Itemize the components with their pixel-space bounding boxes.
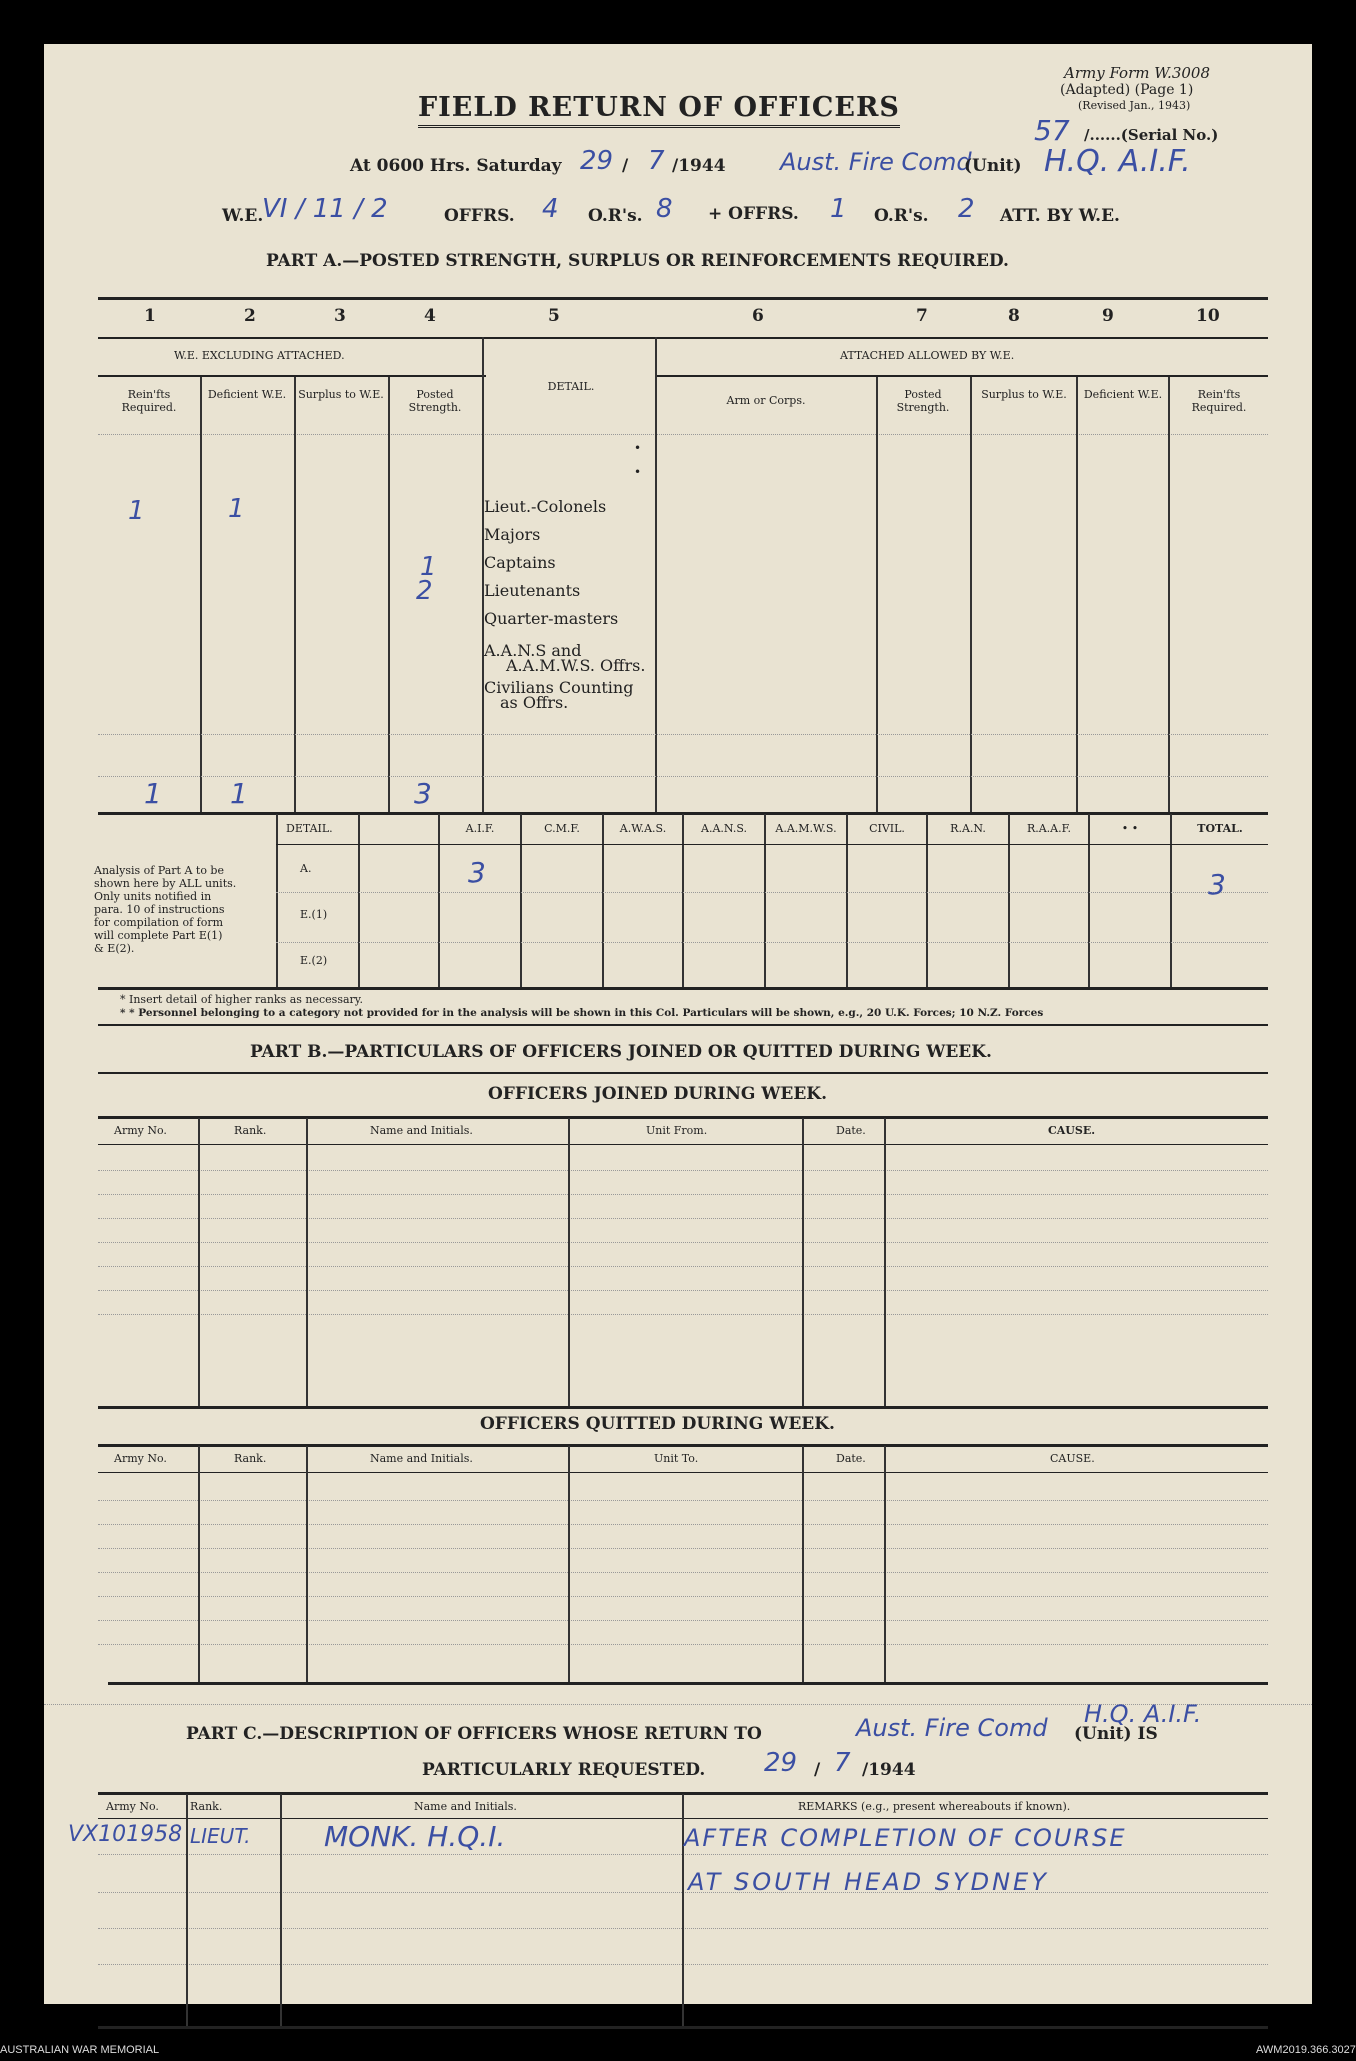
col-number-5: 5 — [548, 306, 560, 326]
form-revised: (Revised Jan., 1943) — [1078, 99, 1191, 112]
right-col-deficient: Deficient W.E. — [1083, 388, 1163, 401]
note-higher-ranks: * Insert detail of higher ranks as necessary. — [120, 993, 364, 1006]
part-c-rank: LIEUT. — [190, 1824, 251, 1848]
part-c-requested: PARTICULARLY REQUESTED. — [422, 1760, 706, 1780]
date-month: 7 — [648, 146, 665, 176]
col-number-10: 10 — [1196, 306, 1220, 326]
analysis-col-raaf: R.A.A.F. — [1026, 822, 1072, 835]
rank-aamws: A.A.M.W.S. Offrs. — [506, 656, 646, 675]
footer-left: AUSTRALIAN WAR MEMORIAL — [0, 2044, 160, 2056]
part-c-req-day: 29 — [764, 1748, 798, 1778]
left-col-posted: Posted Strength. — [408, 388, 462, 414]
joined-col-rank: Rank. — [234, 1124, 267, 1137]
hw-reinf-lt-col: 1 — [128, 496, 145, 526]
page-title: FIELD RETURN OF OFFICERS — [418, 92, 900, 128]
date-sep-1: / — [622, 156, 629, 176]
ors-label: O.R's. — [588, 206, 643, 226]
right-col-surplus: Surplus to W.E. — [981, 388, 1067, 401]
plus-offrs-label: + OFFRS. — [708, 204, 799, 224]
joined-col-unit-from: Unit From. — [646, 1124, 708, 1137]
rank-captains: Captains — [484, 553, 556, 572]
analysis-total-value: 3 — [1208, 868, 1226, 901]
analysis-row-a: A. — [300, 862, 312, 875]
analysis-row-e2: E.(2) — [300, 954, 328, 967]
part-c-col-rank: Rank. — [190, 1800, 223, 1813]
right-col-posted: Posted Strength. — [896, 388, 950, 414]
joined-col-cause: CAUSE. — [1048, 1124, 1096, 1137]
footer-right: AWM2019.366.3027 — [1256, 2044, 1356, 2056]
rank-lieutenants: Lieutenants — [484, 581, 581, 600]
part-a-title: PART A.—POSTED STRENGTH, SURPLUS OR REINFORCEMENTS REQUIRED. — [266, 251, 1009, 271]
quitted-col-unit-to: Unit To. — [654, 1452, 699, 1465]
part-c-req-year: /1944 — [862, 1760, 916, 1780]
rank-aans: A.A.N.S and — [484, 641, 582, 660]
attached-allowed-header: ATTACHED ALLOWED BY W.E. — [840, 349, 1015, 362]
analysis-row-e1: E.(1) — [300, 908, 328, 921]
we-label: W.E. — [222, 206, 264, 226]
part-c-name: MONK. H.Q.I. — [324, 1820, 506, 1853]
joined-col-date: Date. — [836, 1124, 866, 1137]
analysis-col-civil: CIVIL. — [869, 822, 905, 835]
hw-deficient-lt-col: 1 — [228, 494, 245, 524]
part-c-unit-value: Aust. Fire Comd — [856, 1714, 1048, 1742]
col-number-7: 7 — [916, 306, 928, 326]
hw-posted-lieutenants: 2 — [416, 576, 433, 606]
hw-posted-captains: 1 — [420, 552, 437, 582]
part-c-col-name: Name and Initials. — [414, 1800, 517, 1813]
analysis-aif-value: 3 — [468, 856, 486, 889]
offrs-value: 4 — [542, 194, 559, 224]
ors-value: 8 — [656, 194, 673, 224]
quitted-col-army-no: Army No. — [114, 1452, 167, 1465]
form-page — [44, 44, 1312, 2004]
time-label: At 0600 Hrs. Saturday — [350, 156, 562, 176]
col-number-6: 6 — [752, 306, 764, 326]
form-id: Army Form W.3008 — [1064, 64, 1210, 82]
total-reinf: 1 — [144, 777, 162, 810]
left-col-surplus: Surplus to W.E. — [298, 388, 384, 401]
left-col-reinf: Rein'fts Required. — [121, 388, 177, 414]
quitted-col-name: Name and Initials. — [370, 1452, 473, 1465]
rank-civilians: Civilians Counting — [484, 678, 634, 697]
col-number-3: 3 — [334, 306, 346, 326]
part-c-col-army-no: Army No. — [106, 1800, 159, 1813]
part-c-col-remarks: REMARKS (e.g., present whereabouts if known). — [798, 1800, 1071, 1813]
part-c-unit-hq: H.Q. A.I.F. — [1084, 1700, 1202, 1728]
total-posted: 3 — [414, 777, 432, 810]
col-number-1: 1 — [144, 306, 156, 326]
serial-label: /......(Serial No.) — [1084, 126, 1219, 144]
higher-rank-dots: • • — [634, 441, 642, 479]
quitted-col-cause: CAUSE. — [1050, 1452, 1095, 1465]
ors2-label: O.R's. — [874, 206, 929, 226]
part-c-remarks-2: AT SOUTH HEAD SYDNEY — [688, 1868, 1049, 1896]
analysis-col-aif: A.I.F. — [465, 822, 495, 835]
we-value: VI / 11 / 2 — [262, 194, 388, 224]
analysis-note: Analysis of Part A to be shown here by ALL units. Only units notified in para. 10 of instructions for compilation of form will complete Part E(1) & E(2). — [94, 864, 237, 955]
part-c-army-no: VX101958 — [68, 1822, 183, 1847]
we-excluding-header: W.E. EXCLUDING ATTACHED. — [174, 349, 345, 362]
quitted-title: OFFICERS QUITTED DURING WEEK. — [480, 1414, 835, 1434]
unit-label: (Unit) — [964, 156, 1022, 176]
note-personnel: * * Personnel belonging to a category not provided for in the analysis will be shown in this Col. Particulars will be shown, e.g., 20 U.K. Forces; 10 N.Z. Forces — [120, 1007, 1044, 1019]
quitted-col-rank: Rank. — [234, 1452, 267, 1465]
part-b-title: PART B.—PARTICULARS OF OFFICERS JOINED OR QUITTED DURING WEEK. — [250, 1042, 992, 1062]
joined-col-army-no: Army No. — [114, 1124, 167, 1137]
plus-offrs-value: 1 — [830, 194, 847, 224]
left-col-deficient: Deficient W.E. — [207, 388, 287, 401]
rank-majors: Majors — [484, 525, 541, 544]
serial-value: 57 — [1034, 114, 1070, 147]
part-c-title: PART C.—DESCRIPTION OF OFFICERS WHOSE RETURN TO — [186, 1724, 762, 1744]
quitted-col-date: Date. — [836, 1452, 866, 1465]
part-c-req-sep: / — [814, 1760, 821, 1780]
detail-header: DETAIL. — [547, 380, 595, 393]
analysis-col-ran: R.A.N. — [950, 822, 986, 835]
right-col-reinf: Rein'fts Required. — [1191, 388, 1247, 414]
col-number-2: 2 — [244, 306, 256, 326]
att-label: ATT. BY W.E. — [1000, 206, 1120, 226]
analysis-col-other: • • — [1121, 822, 1139, 835]
analysis-col-total: TOTAL. — [1197, 822, 1243, 835]
col-number-4: 4 — [424, 306, 436, 326]
unit-hq: H.Q. A.I.F. — [1044, 144, 1191, 179]
part-c-unit-label: (Unit) IS — [1074, 1724, 1158, 1744]
analysis-detail-header: DETAIL. — [286, 822, 333, 835]
analysis-col-awas: A.W.A.S. — [619, 822, 667, 835]
col-number-8: 8 — [1008, 306, 1020, 326]
col-number-9: 9 — [1102, 306, 1114, 326]
joined-col-name: Name and Initials. — [370, 1124, 473, 1137]
analysis-col-aamws: A.A.M.W.S. — [775, 822, 837, 835]
right-col-arm: Arm or Corps. — [726, 394, 806, 407]
ors2-value: 2 — [958, 194, 975, 224]
offrs-label: OFFRS. — [444, 206, 515, 226]
rank-civilians-2: as Offrs. — [500, 693, 569, 712]
analysis-col-aans: A.A.N.S. — [701, 822, 747, 835]
part-c-remarks-1: AFTER COMPLETION OF COURSE — [684, 1824, 1127, 1852]
unit-value: Aust. Fire Comd — [780, 148, 972, 176]
total-deficient: 1 — [230, 777, 248, 810]
part-c-req-month: 7 — [834, 1748, 851, 1778]
analysis-col-cmf: C.M.F. — [544, 822, 580, 835]
date-day: 29 — [580, 146, 614, 176]
rank-quartermasters: Quarter-masters — [484, 609, 619, 628]
date-year: /1944 — [672, 156, 726, 176]
rank-lieut-colonels: Lieut.-Colonels — [484, 497, 607, 516]
form-adapted: (Adapted) (Page 1) — [1060, 82, 1194, 98]
joined-title: OFFICERS JOINED DURING WEEK. — [488, 1084, 827, 1104]
